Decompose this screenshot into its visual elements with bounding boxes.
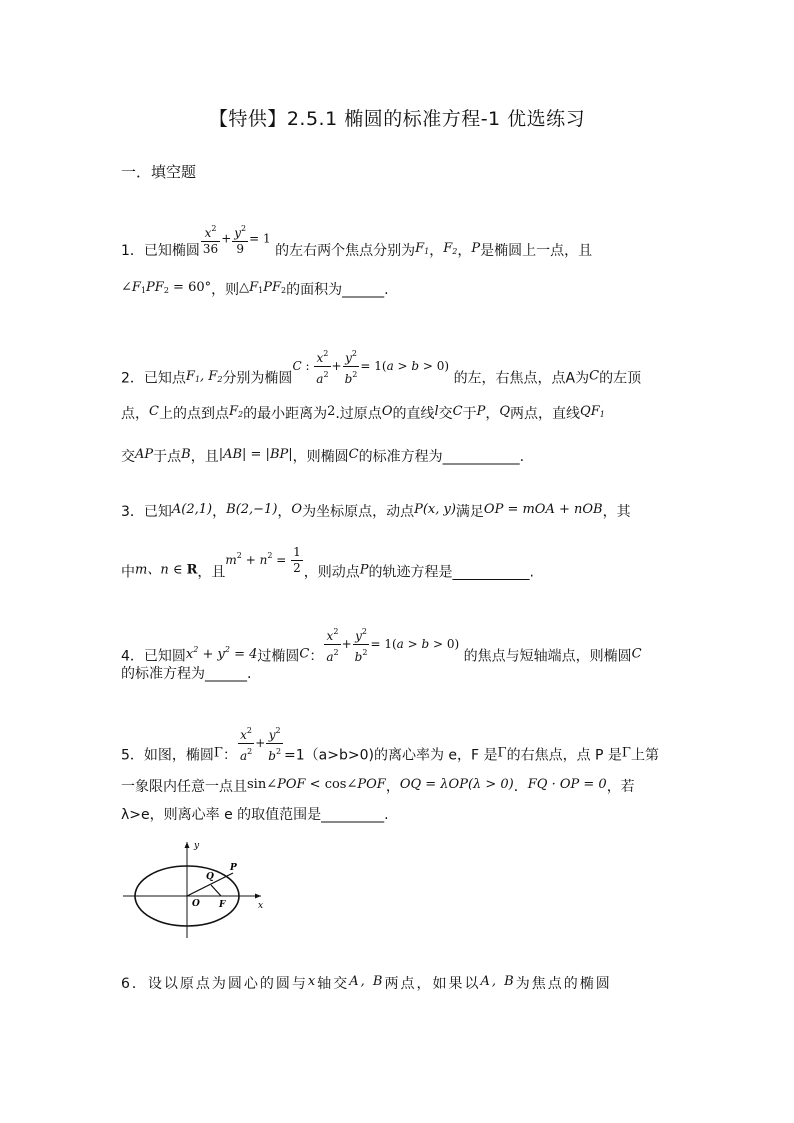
question-5-line-3: λ>e，则离心率 e 的取值范围是_________. xyxy=(121,807,389,823)
label-x: x xyxy=(258,901,264,911)
section-heading: 一．填空题 xyxy=(121,163,197,181)
question-5-line-2: 一象限内任意一点且sin∠POF < cos∠POF，OQ = λOP(λ > 0)．FQ · OP = 0，若 xyxy=(121,777,635,795)
label-o: O xyxy=(192,899,200,909)
label-q: Q xyxy=(206,872,214,882)
constraint-equation: $m^2 + n^2$ = $\frac{1}{2}$ xyxy=(225,545,301,575)
segment-fq xyxy=(211,885,221,896)
question-3-line-2: 中m、n ∈ R，且$m^2 + n^2$ = $\frac{1}{2}$ ，则动点P的轨迹方程是___________. xyxy=(121,545,534,581)
question-5-line-1: 5．如图，椭圆Γ： $\frac{x^2}{a^2}$ + $\frac{y^2}{b^2}$ =1（a>b>0)的离心率为 e，F 是Γ的右焦点，点 P 是Γ上第 xyxy=(121,735,681,776)
question-2-line-3: 交AP于点B，且|AB| = |BP|，则椭圆C的标准方程为___________. xyxy=(121,447,525,465)
angle-expression: $\angle F_1PF_2 = 60^\circ$ xyxy=(121,280,212,295)
question-4-line-1: 4．已知圆$x^2 + y^2 = 4$过椭圆C： $\frac{x^2}{a^2}$ + $\frac{y^2}{b^2}$ = 1(a > b > 0) 的焦点与短轴端点，则椭圆C xyxy=(121,636,681,677)
question-1-line-1: 1．已知椭圆 $\frac{x^2}{36}$ + $\frac{y^2}{9}$ = 1 的左右两个焦点分别为$F_1$，$F_2$，P是椭圆上一点，且 xyxy=(121,233,681,269)
label-y: y xyxy=(194,841,200,851)
question-3-line-1: 3．已知A(2,1)，B(2,−1)，O为坐标原点，动点P(x, y)满足OP = mOA + nOB，其 xyxy=(121,502,631,520)
ellipse-equation-q4: $\frac{x^2}{a^2}$ + $\frac{y^2}{b^2}$ = 1(a > b > 0) xyxy=(323,624,459,665)
y-axis-arrow xyxy=(185,842,190,848)
question-4-line-2: 的标准方程为______. xyxy=(121,666,252,682)
label-f: F xyxy=(219,900,226,910)
question-2-line-1: 2．已知点$F_1$, $F_2$分别为椭圆C : $\frac{x^2}{a^2}$ + $\frac{y^2}{b^2}$ = 1(a > b > 0) 的左，右焦点，点A为C的左顶 xyxy=(121,358,681,399)
label-p: P xyxy=(230,863,237,873)
vector-equation: OP = mOA + nOB xyxy=(483,502,603,517)
x-axis-arrow xyxy=(255,894,261,899)
question-6-line-1: 6．设以原点为圆心的圆与x轴交A, B两点，如果以A, B为焦点的椭圆 xyxy=(121,974,612,992)
ellipse-equation-q2: C : $\frac{x^2}{a^2}$ + $\frac{y^2}{b^2}$ = 1(a > b > 0) xyxy=(292,346,449,387)
question-1-line-2: $\angle F_1PF_2 = 60^\circ$，则$\triangle F_1PF_2$的面积为______. xyxy=(121,280,389,298)
ellipse-equation-q5: $\frac{x^2}{a^2}$ + $\frac{y^2}{b^2}$ xyxy=(237,723,284,764)
question-2-line-2: 点，C上的点到点$F_2$的最小距离为2.过原点O的直线l交C于P，Q两点，直线$QF_1$ xyxy=(121,404,605,422)
ellipse-equation-q1: $\frac{x^2}{36}$ + $\frac{y^2}{9}$ = 1 xyxy=(200,221,271,257)
ellipse-figure xyxy=(121,838,271,943)
page-title: 【特供】2.5.1 椭圆的标准方程-1 优选练习 xyxy=(208,108,586,130)
